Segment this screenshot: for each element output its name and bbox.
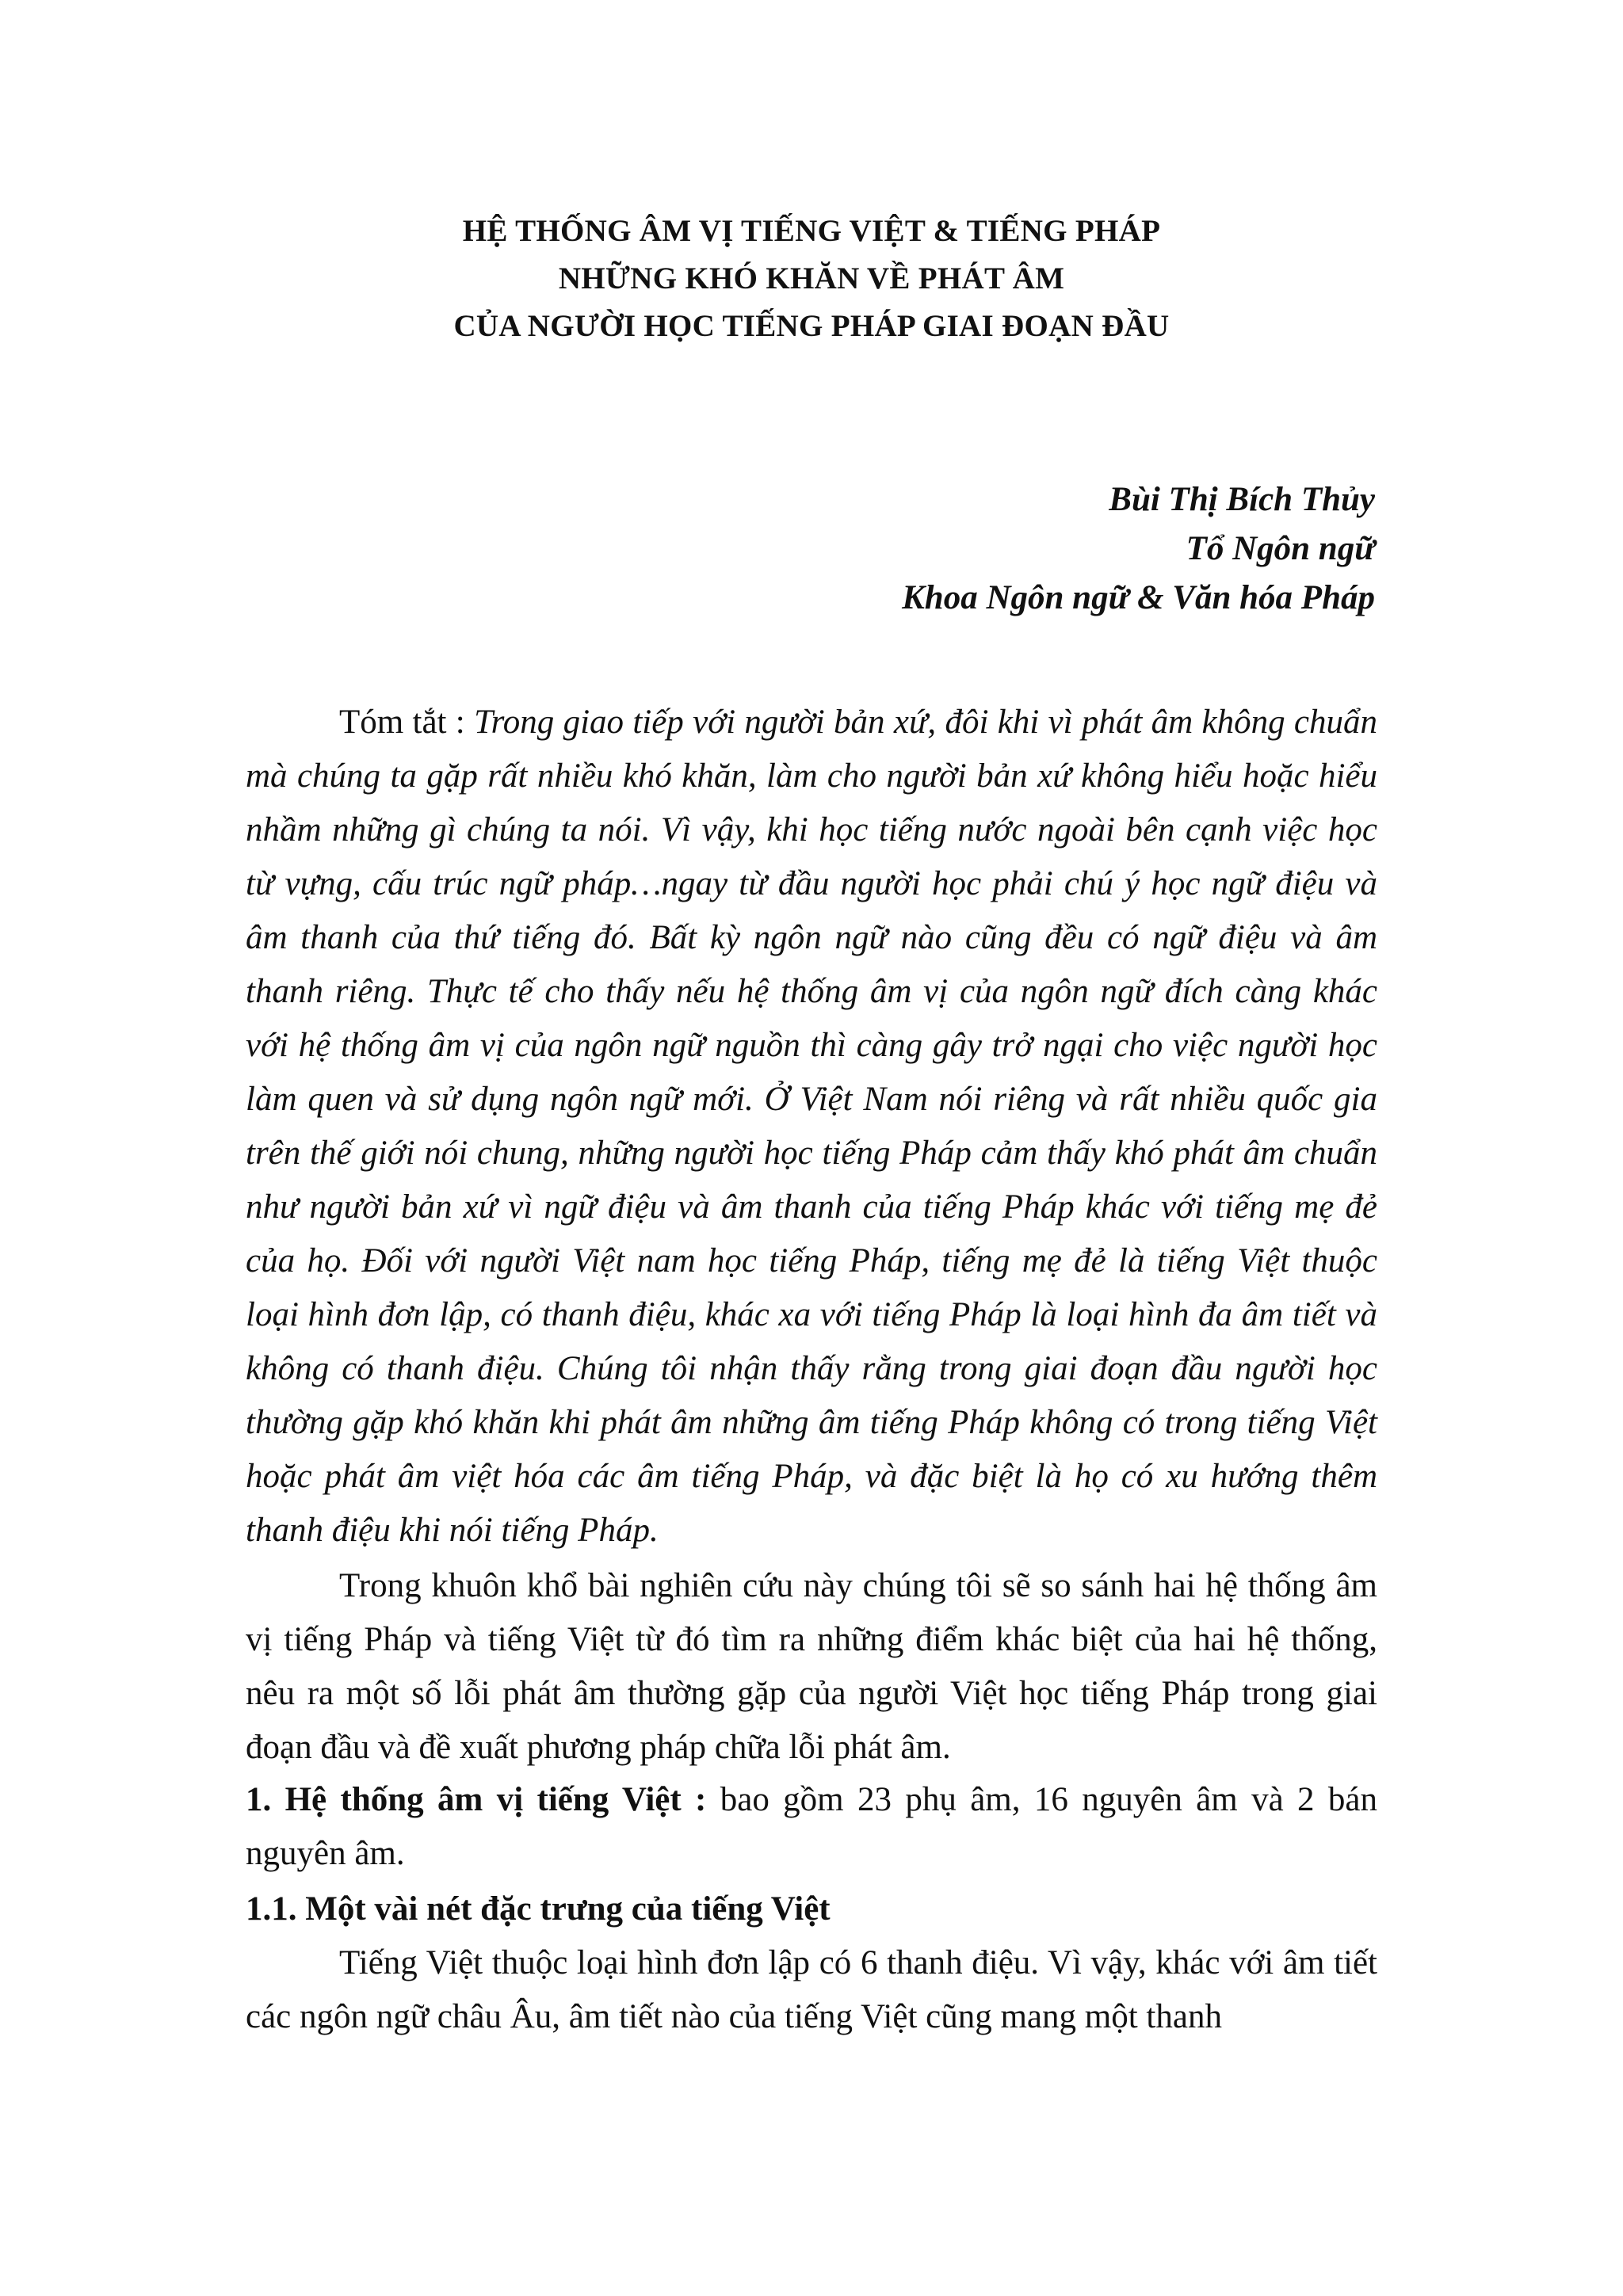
abstract-text: Trong giao tiếp với người bản xứ, đôi khi vì phát âm không chuẩn mà chúng ta gặp rất nhiều khó khăn, làm cho người bản xứ không hiểu hoặc hiểu nhầm những gì chúng ta nói. Vì vậy, khi học tiếng nước ngoài bên cạnh việc học từ vựng, cấu trúc ngữ pháp…ngay từ đầu người học phải chú ý học ngữ điệu và âm thanh của thứ tiếng đó. Bất kỳ ngôn ngữ nào cũng đều có ngữ điệu và âm thanh riêng. Thực tế cho thấy nếu hệ thống âm vị của ngôn ngữ đích càng khác với hệ thống âm vị của ngôn ngữ nguồn thì càng gây trở ngại cho việc người học làm quen và sử dụng ngôn ngữ mới. Ở Việt Nam nói riêng và rất nhiều quốc gia trên thế giới nói chung, những người học tiếng Pháp cảm thấy khó phát âm chuẩn như người bản xứ vì ngữ điệu và âm thanh của tiếng Pháp khác với tiếng mẹ đẻ của họ. Đối với người Việt nam học tiếng Pháp, tiếng mẹ đẻ là tiếng Việt thuộc loại hình đơn lập, có thanh điệu, khác xa với tiếng Pháp là loại hình đa âm tiết và không có thanh điệu. Chúng tôi nhận thấy rằng trong giai đoạn đầu người học thường gặp khó khăn khi phát âm những âm tiếng Pháp không có trong tiếng Việt hoặc phát âm việt hóa các âm tiếng Pháp, và đặc biệt là họ có xu hướng thêm thanh điệu khi nói tiếng Pháp. (246, 704, 1378, 1549)
abstract-paragraph (246, 696, 1377, 1558)
section-1-heading: 1. Hệ thống âm vị tiếng Việt : (246, 1781, 720, 1818)
title-line-1: HỆ THỐNG ÂM VỊ TIẾNG VIỆT & TIẾNG PHÁP (462, 214, 1161, 248)
section-1-1-heading: 1.1. Một vài nét đặc trưng của tiếng Việt (246, 1890, 831, 1928)
section-1-paragraph (246, 1773, 1377, 1881)
author-name: Bùi Thị Bích Thủy (1109, 481, 1375, 518)
author-block (902, 475, 1375, 623)
abstract-label: Tóm tắt : (339, 704, 475, 741)
title-line-3: CỦA NGƯỜI HỌC TIẾNG PHÁP GIAI ĐOẠN ĐẦU (453, 309, 1170, 343)
title-line-2: NHỮNG KHÓ KHĂN VỀ PHÁT ÂM (558, 261, 1065, 296)
author-group: Tổ Ngôn ngữ (1186, 530, 1375, 567)
section-1-1-paragraph: Tiếng Việt thuộc loại hình đơn lập có 6 thanh điệu. Vì vậy, khác với âm tiết các ngôn ngữ châu Âu, âm tiết nào của tiếng Việt cũng mang một thanh (246, 1944, 1377, 2035)
document-title (0, 208, 1623, 350)
intro-paragraph: Trong khuôn khổ bài nghiên cứu này chúng tôi sẽ so sánh hai hệ thống âm vị tiếng Pháp và tiếng Việt từ đó tìm ra những điểm khác biệt của hai hệ thống, nêu ra một số lỗi phát âm thường gặp của người Việt học tiếng Pháp trong giai đoạn đầu và đề xuất phương pháp chữa lỗi phát âm. (246, 1567, 1377, 1766)
author-faculty: Khoa Ngôn ngữ & Văn hóa Pháp (902, 579, 1375, 616)
section-1-text: bao gồm 23 phụ âm, 16 nguyên âm và 2 bán nguyên âm. (246, 1781, 1377, 1872)
